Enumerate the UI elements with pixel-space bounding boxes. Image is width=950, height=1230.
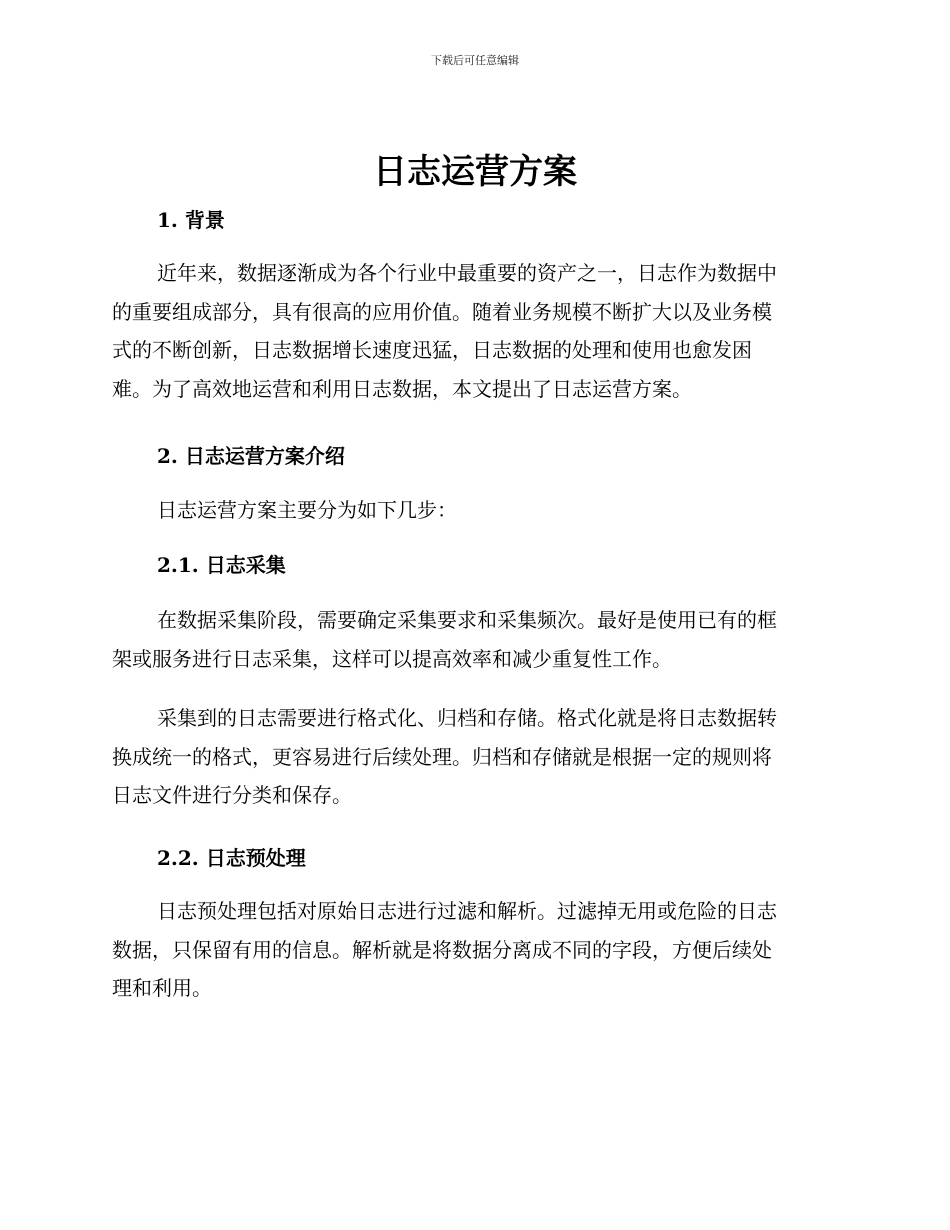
paragraph-introduction <box>112 491 837 530</box>
paragraph-line: 日志文件进行分类和保存。 <box>112 783 352 807</box>
paragraph-line: 难。为了高效地运营和利用日志数据，本文提出了日志运营方案。 <box>112 376 692 401</box>
paragraph-log-collection-1 <box>112 601 837 678</box>
section-heading-log-preprocessing: 2.2. 日志预处理 <box>157 846 306 870</box>
paragraph-line: 近年来，数据逐渐成为各个行业中最重要的资产之一，日志作为数据中 <box>157 261 777 285</box>
section-heading-log-collection: 2.1. 日志采集 <box>157 553 286 577</box>
document-title: 日志运营方案 <box>373 152 577 192</box>
paragraph-line: 的重要组成部分，具有很高的应用价值。随着业务规模不断扩大以及业务模 <box>112 299 772 324</box>
paragraph-background <box>112 254 837 408</box>
paragraph-line: 采集到的日志需要进行格式化、归档和存储。格式化就是将日志数据转 <box>157 706 777 730</box>
paragraph-line: 理和利用。 <box>112 976 212 1000</box>
paragraph-line: 架或服务进行日志采集，这样可以提高效率和减少重复性工作。 <box>112 646 672 671</box>
paragraph-line: 换成统一的格式，更容易进行后续处理。归档和存储就是根据一定的规则将 <box>112 744 772 769</box>
paragraph-line: 日志预处理包括对原始日志进行过滤和解析。过滤掉无用或危险的日志 <box>157 899 777 923</box>
paragraph-line: 数据，只保留有用的信息。解析就是将数据分离成不同的字段，方便后续处 <box>112 937 772 962</box>
paragraph-line: 日志运营方案主要分为如下几步： <box>157 498 457 522</box>
section-heading-background: 1. 背景 <box>157 208 225 232</box>
paragraph-log-preprocessing <box>112 892 837 1008</box>
paragraph-line: 在数据采集阶段，需要确定采集要求和采集频次。最好是使用已有的框 <box>157 608 777 632</box>
header-note: 下载后可任意编辑 <box>431 54 519 67</box>
paragraph-line: 式的不断创新，日志数据增长速度迅猛，日志数据的处理和使用也愈发困 <box>112 338 752 362</box>
paragraph-log-collection-2 <box>112 699 837 815</box>
section-heading-introduction: 2. 日志运营方案介绍 <box>157 444 345 468</box>
